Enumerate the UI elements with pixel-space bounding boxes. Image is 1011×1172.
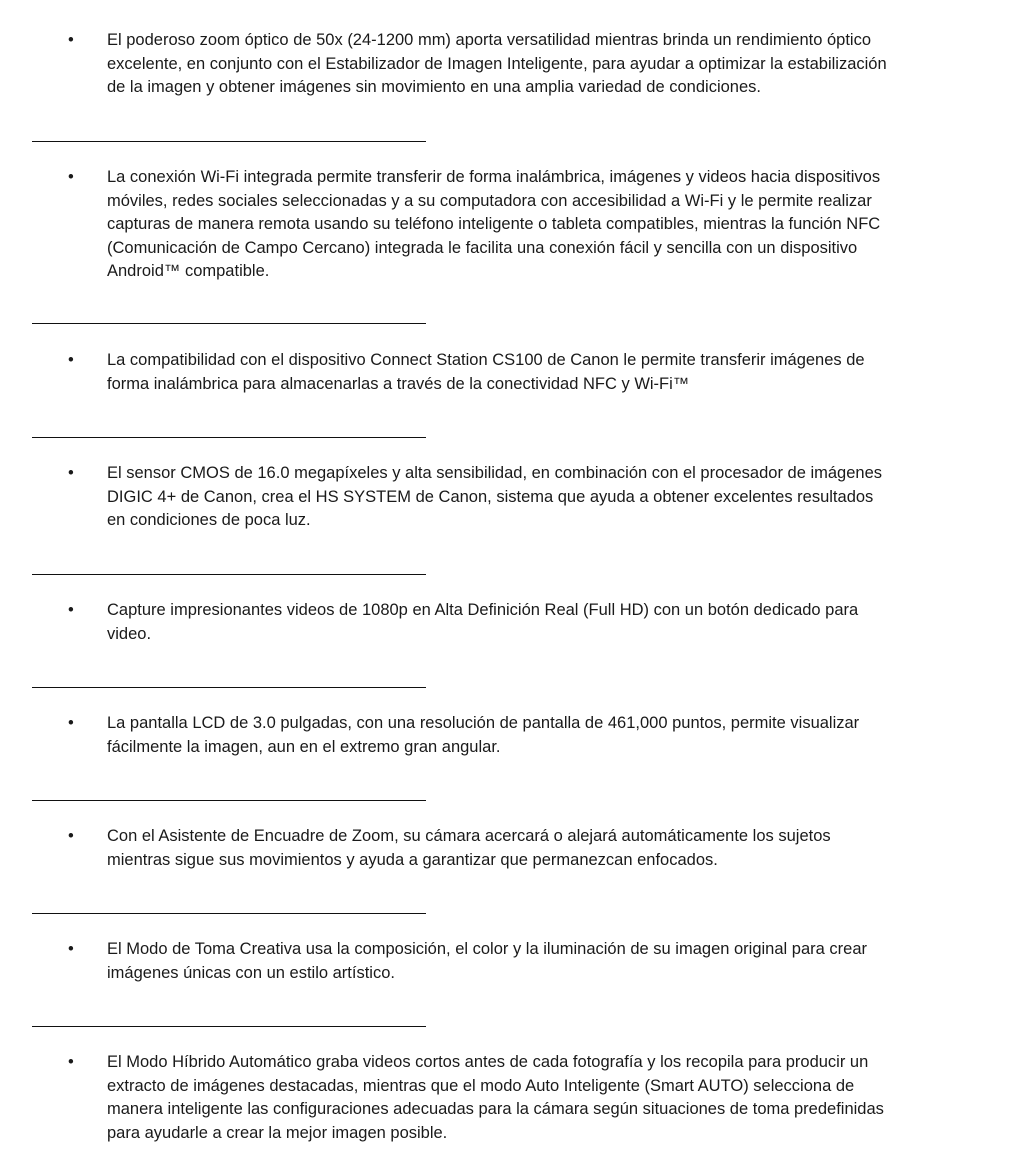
- divider: [32, 437, 426, 438]
- divider: [32, 800, 426, 801]
- list-item-text: Capture impresionantes videos de 1080p en Alta Definición Real (Full HD) con un botón dedicado para video.: [107, 601, 859, 643]
- divider: [32, 141, 426, 142]
- bullet-icon: •: [68, 601, 74, 619]
- list-item-text: El Modo de Toma Creativa usa la composición, el color y la iluminación de su imagen original para crear imágenes únicas con un estilo artístico.: [107, 940, 867, 982]
- list-item-text: El Modo Híbrido Automático graba videos cortos antes de cada fotografía y los recopila para producir un extracto de imágenes destacadas, mientras que el modo Auto Inteligente (Smart AUTO) selecciona de manera inteligente las configuraciones adecuadas para la cámara según situaciones de toma predefinidas para ayudarle a crear la mejor imagen posible.: [107, 1053, 884, 1142]
- divider: [32, 323, 426, 324]
- list-item-text: La compatibilidad con el dispositivo Connect Station CS100 de Canon le permite transferir imágenes de forma inalámbrica para almacenarlas a través de la conectividad NFC y Wi-Fi™: [107, 351, 865, 393]
- bullet-icon: •: [68, 714, 74, 732]
- divider: [32, 687, 426, 688]
- divider: [32, 574, 426, 575]
- bullet-icon: •: [68, 1053, 74, 1071]
- bullet-icon: •: [68, 168, 74, 186]
- list-item-text: La conexión Wi-Fi integrada permite transferir de forma inalámbrica, imágenes y videos hacia dispositivos móviles, redes sociales seleccionadas y a su computadora con accesibilidad a Wi-Fi y le permite realizar capturas de manera remota usando su teléfono inteligente o tableta compatibles, mientras la función NFC (Comunicación de Campo Cercano) integrada le facilita una conexión fácil y sencilla con un dispositivo Android™ compatible.: [107, 168, 881, 280]
- list-item-text: El sensor CMOS de 16.0 megapíxeles y alta sensibilidad, en combinación con el procesador de imágenes DIGIC 4+ de Canon, crea el HS SYSTEM de Canon, sistema que ayuda a obtener excelentes resultados en condiciones de poca luz.: [107, 464, 883, 529]
- bullet-icon: •: [68, 351, 74, 369]
- bullet-icon: •: [68, 464, 74, 482]
- bullet-icon: •: [68, 940, 74, 958]
- bullet-icon: •: [68, 827, 74, 845]
- divider: [32, 913, 426, 914]
- list-item-text: El poderoso zoom óptico de 50x (24-1200 mm) aporta versatilidad mientras brinda un rendimiento óptico excelente, en conjunto con el Estabilizador de Imagen Inteligente, para ayudar a optimizar la estabilización de la imagen y obtener imágenes sin movimiento en una amplia variedad de condiciones.: [107, 31, 887, 96]
- divider: [32, 1026, 426, 1027]
- list-item-text: Con el Asistente de Encuadre de Zoom, su cámara acercará o alejará automáticamente los sujetos mientras sigue sus movimientos y ayuda a garantizar que permanezcan enfocados.: [107, 827, 831, 869]
- bullet-icon: •: [68, 31, 74, 49]
- list-item-text: La pantalla LCD de 3.0 pulgadas, con una resolución de pantalla de 461,000 puntos, permite visualizar fácilmente la imagen, aun en el extremo gran angular.: [107, 714, 860, 756]
